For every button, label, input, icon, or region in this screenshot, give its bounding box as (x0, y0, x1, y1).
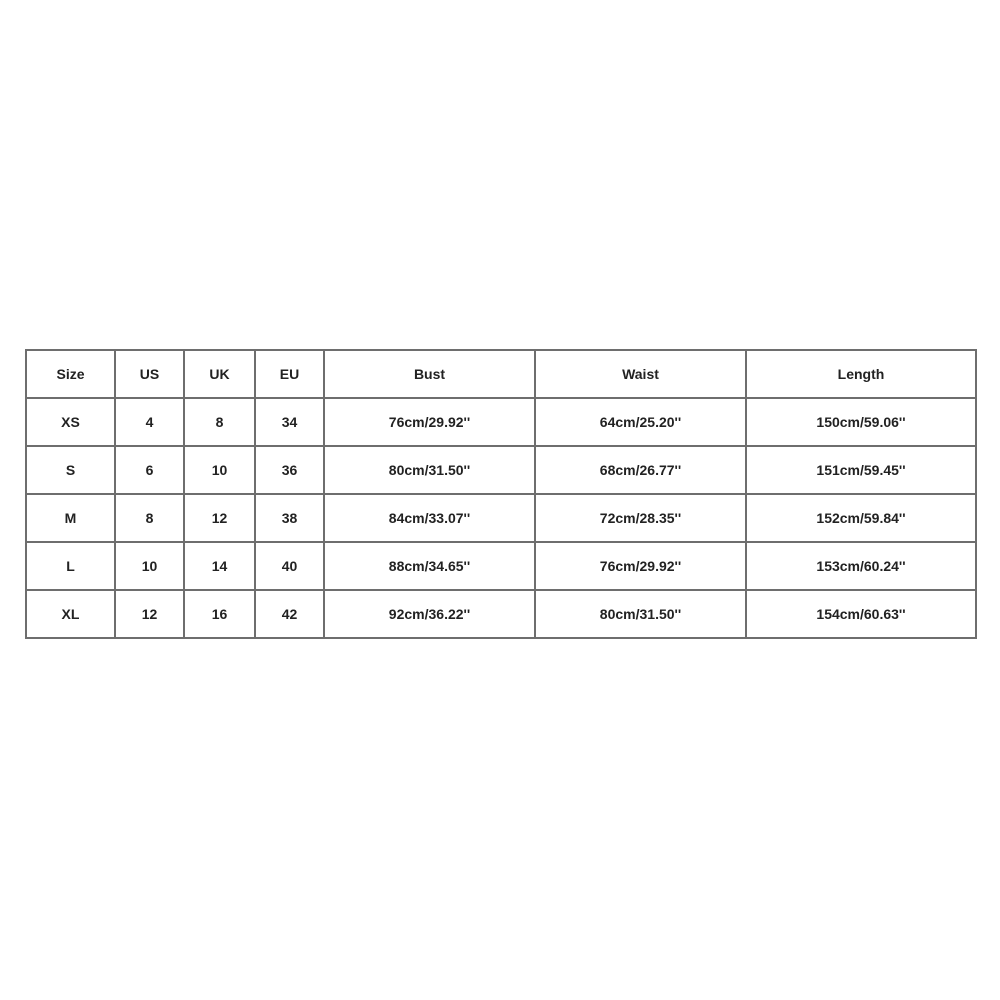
header-us: US (115, 350, 184, 398)
table-row (26, 398, 976, 446)
size-chart-table (25, 349, 977, 639)
header-size: Size (26, 350, 115, 398)
header-eu: EU (255, 350, 324, 398)
cell-waist: 76cm/29.92'' (535, 542, 746, 590)
cell-uk: 16 (184, 590, 255, 638)
cell-bust: 80cm/31.50'' (324, 446, 535, 494)
table-row (26, 446, 976, 494)
cell-eu: 42 (255, 590, 324, 638)
cell-eu: 38 (255, 494, 324, 542)
cell-length: 150cm/59.06'' (746, 398, 976, 446)
cell-length: 154cm/60.63'' (746, 590, 976, 638)
cell-eu: 34 (255, 398, 324, 446)
header-length: Length (746, 350, 976, 398)
cell-us: 10 (115, 542, 184, 590)
cell-size: L (26, 542, 115, 590)
cell-size: XS (26, 398, 115, 446)
table-row (26, 494, 976, 542)
cell-uk: 8 (184, 398, 255, 446)
header-uk: UK (184, 350, 255, 398)
cell-size: M (26, 494, 115, 542)
cell-uk: 12 (184, 494, 255, 542)
cell-us: 8 (115, 494, 184, 542)
cell-waist: 72cm/28.35'' (535, 494, 746, 542)
table-row (26, 590, 976, 638)
cell-size: S (26, 446, 115, 494)
cell-length: 152cm/59.84'' (746, 494, 976, 542)
cell-eu: 36 (255, 446, 324, 494)
cell-us: 6 (115, 446, 184, 494)
header-waist: Waist (535, 350, 746, 398)
table-row (26, 542, 976, 590)
cell-waist: 68cm/26.77'' (535, 446, 746, 494)
cell-us: 12 (115, 590, 184, 638)
cell-waist: 64cm/25.20'' (535, 398, 746, 446)
table-header-row (26, 350, 976, 398)
cell-length: 151cm/59.45'' (746, 446, 976, 494)
cell-size: XL (26, 590, 115, 638)
cell-uk: 10 (184, 446, 255, 494)
cell-bust: 88cm/34.65'' (324, 542, 535, 590)
cell-eu: 40 (255, 542, 324, 590)
cell-us: 4 (115, 398, 184, 446)
cell-length: 153cm/60.24'' (746, 542, 976, 590)
cell-uk: 14 (184, 542, 255, 590)
header-bust: Bust (324, 350, 535, 398)
cell-waist: 80cm/31.50'' (535, 590, 746, 638)
cell-bust: 76cm/29.92'' (324, 398, 535, 446)
cell-bust: 92cm/36.22'' (324, 590, 535, 638)
cell-bust: 84cm/33.07'' (324, 494, 535, 542)
